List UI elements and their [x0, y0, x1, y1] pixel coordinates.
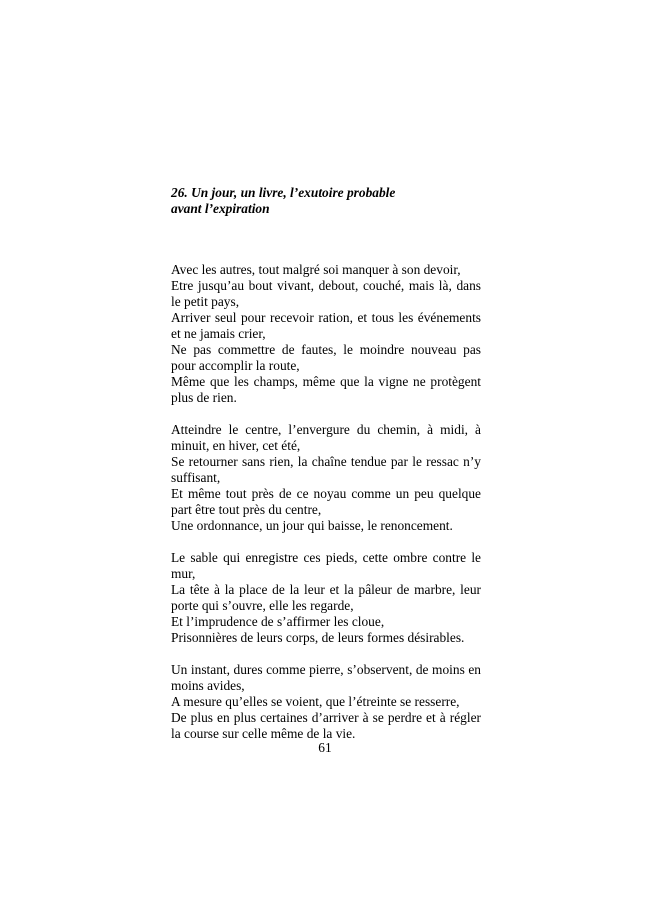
verse: La tête à la place de la leur et la pâleur de marbre, leur porte qui s’ouvre, elle les regarde, — [171, 582, 481, 613]
poem-title-line-2: avant l’expiration — [171, 201, 270, 216]
verse: Avec les autres, tout malgré soi manquer à son devoir, — [171, 262, 461, 277]
verse: Un instant, dures comme pierre, s’observent, de moins en moins avides, — [171, 662, 481, 693]
stanza-1 — [171, 262, 481, 406]
verse: Et l’imprudence de s’affirmer les cloue, — [171, 614, 385, 629]
poem-body — [171, 262, 481, 742]
poem-block — [171, 185, 481, 758]
page-number: 61 — [318, 740, 332, 755]
verse: Ne pas commettre de fautes, le moindre nouveau pas pour accomplir la route, — [171, 342, 481, 373]
stanza-3 — [171, 550, 481, 646]
verse: Atteindre le centre, l’envergure du chemin, à midi, à minuit, en hiver, cet été, — [171, 422, 481, 453]
verse: A mesure qu’elles se voient, que l’étreinte se resserre, — [171, 694, 460, 709]
stanza-2 — [171, 422, 481, 534]
verse: Le sable qui enregistre ces pieds, cette ombre contre le mur, — [171, 550, 481, 581]
verse: Arriver seul pour recevoir ration, et tous les événements et ne jamais crier, — [171, 310, 481, 341]
verse: Et même tout près de ce noyau comme un peu quelque part être tout près du centre, — [171, 486, 481, 517]
poem-title-line-1: 26. Un jour, un livre, l’exutoire probable — [171, 185, 396, 200]
verse: Même que les champs, même que la vigne ne protègent plus de rien. — [171, 374, 481, 405]
verse: Se retourner sans rien, la chaîne tendue par le ressac n’y suffisant, — [171, 454, 481, 485]
poem-title — [171, 185, 481, 217]
verse: De plus en plus certaines d’arriver à se perdre et à régler la course sur celle même de la vie. — [171, 710, 481, 741]
verse: Une ordonnance, un jour qui baisse, le renoncement. — [171, 518, 453, 533]
verse: Etre jusqu’au bout vivant, debout, couché, mais là, dans le petit pays, — [171, 278, 481, 309]
verse: Prisonnières de leurs corps, de leurs formes désirables. — [171, 630, 465, 645]
stanza-4 — [171, 662, 481, 742]
